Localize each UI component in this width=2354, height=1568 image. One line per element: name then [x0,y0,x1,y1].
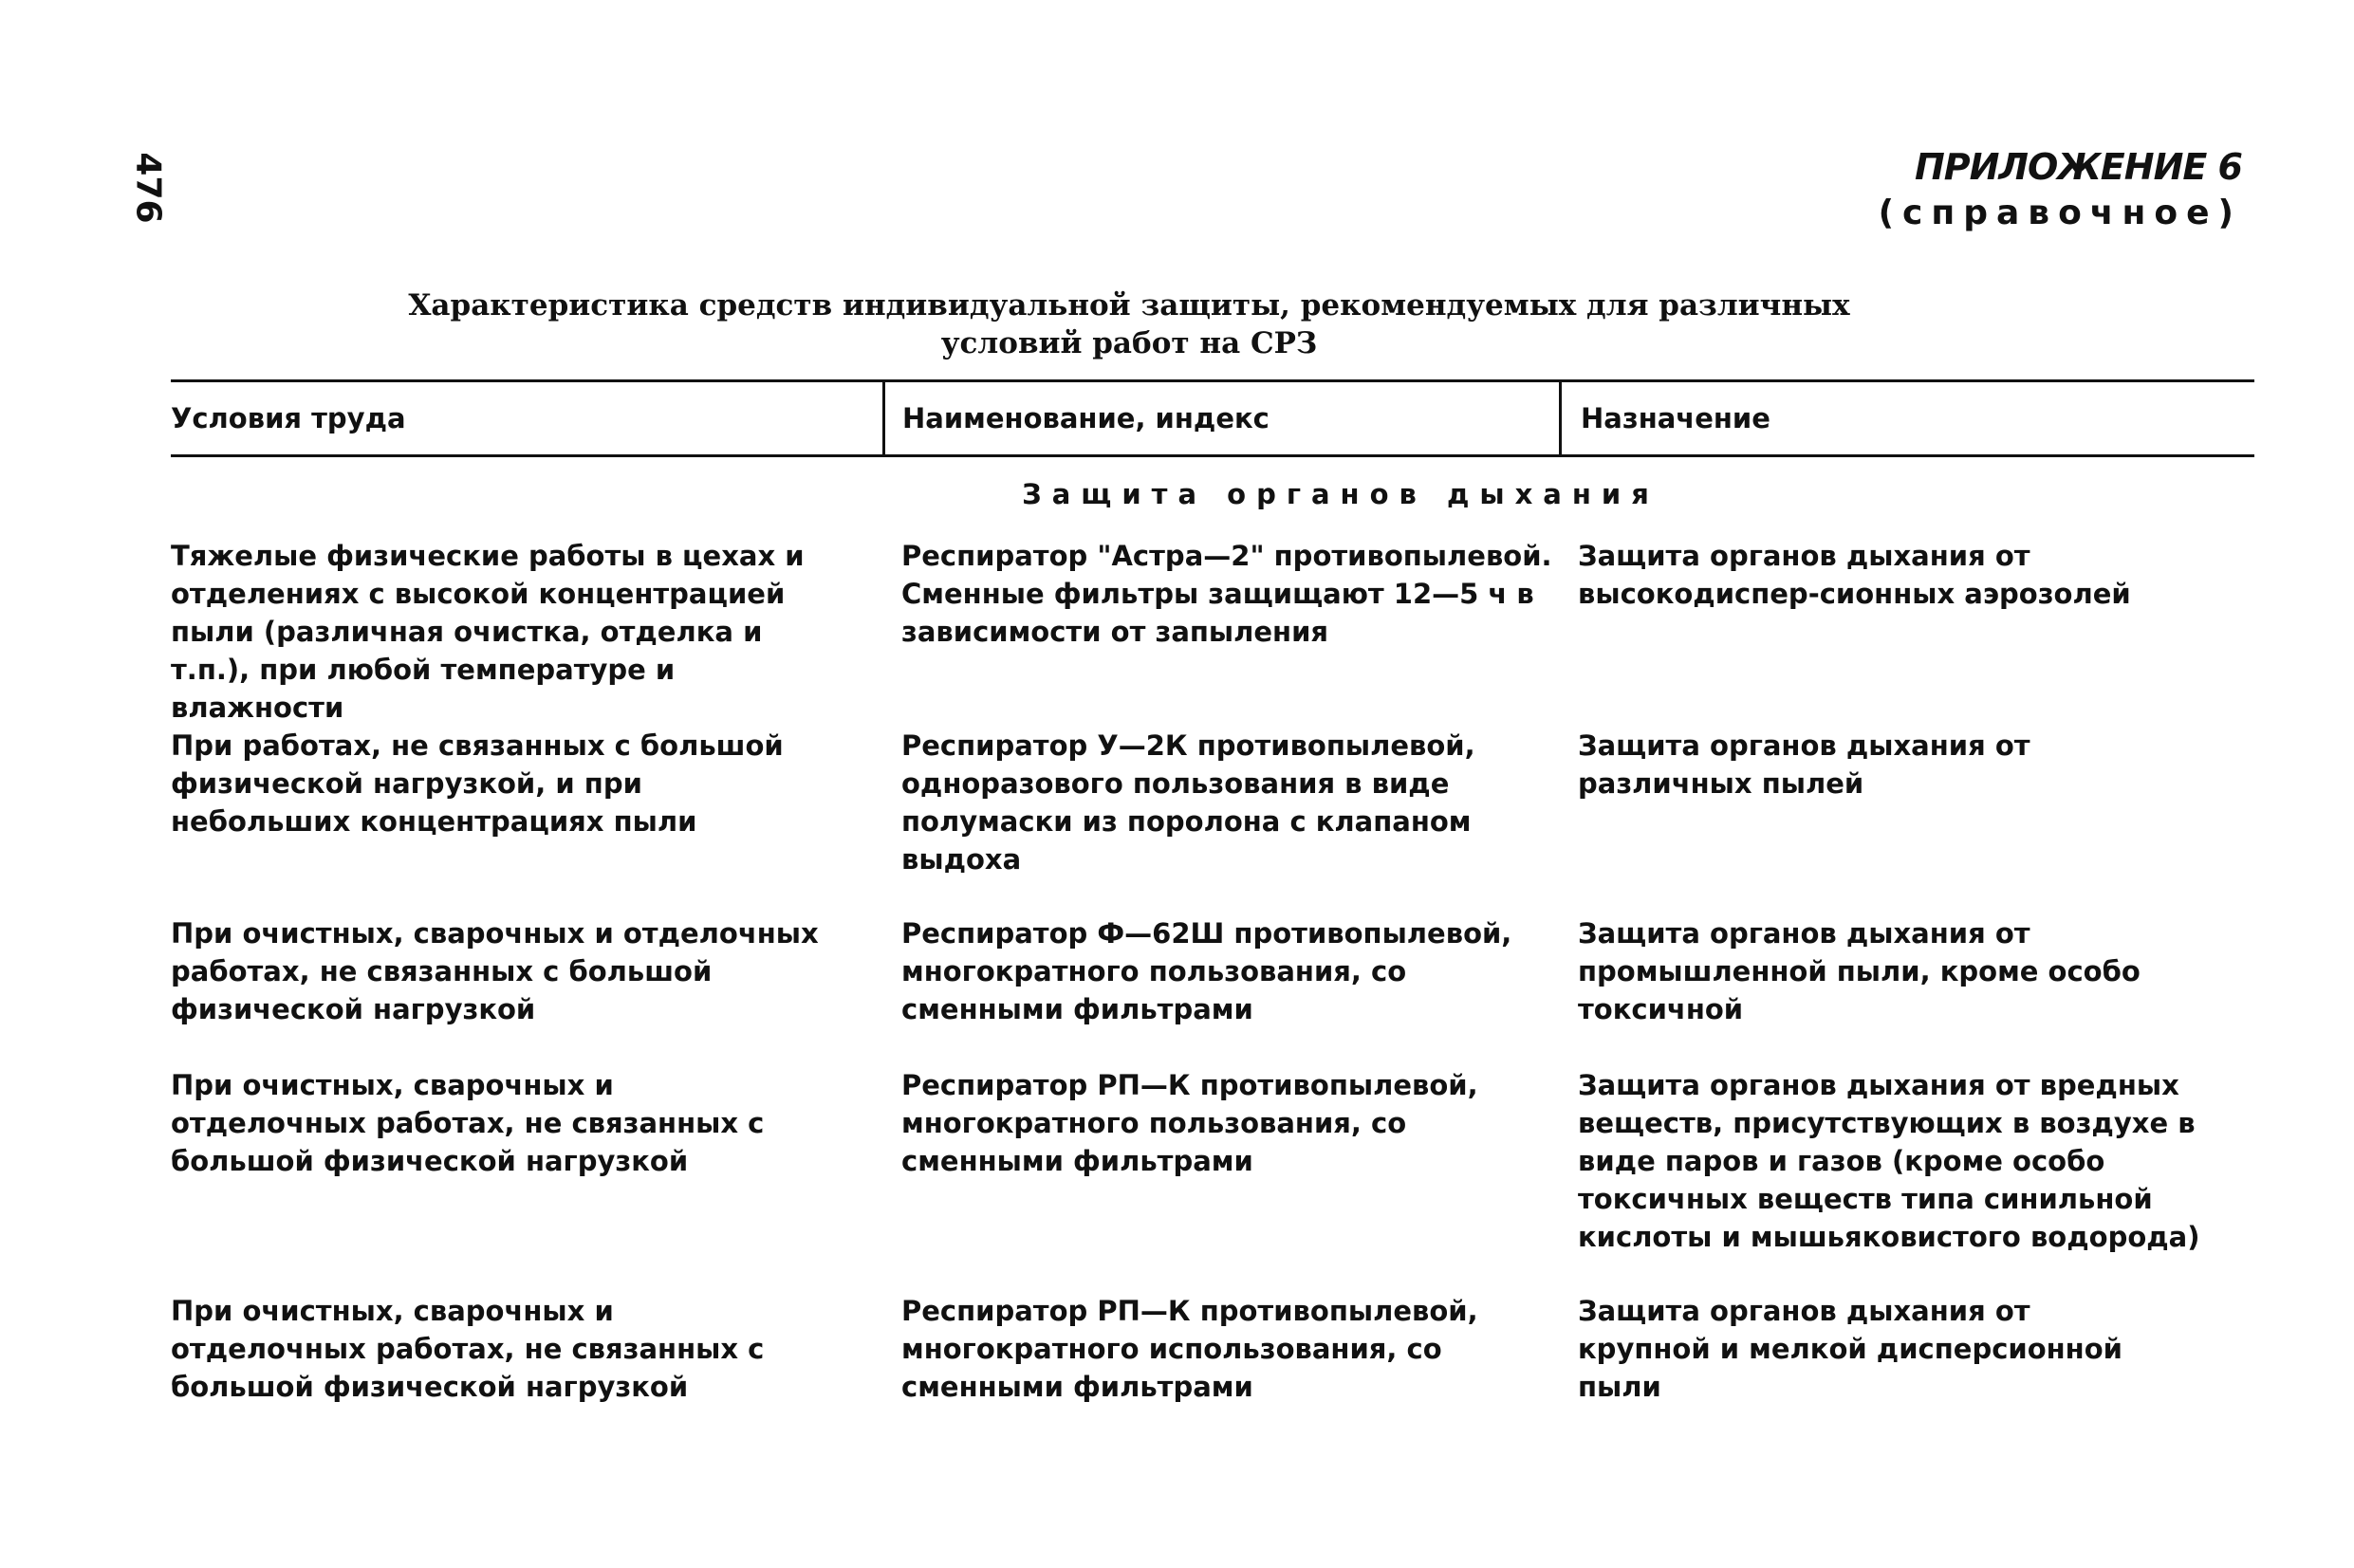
table-row [171,1292,2254,1415]
cell-purpose: Защита органов дыхания от вредных веществ, присутствующих в воздухе в виде паров и газов (кроме особо токсичных веществ типа синильной кислоты и мышьяковистого водорода) [1578,1069,2200,1253]
appendix-title: ПРИЛОЖЕНИЕ 6 [1914,146,2242,188]
cell-name: Респиратор Ф—62Ш противопылевой, многократного пользования, со сменными фильтрами [901,917,1512,1025]
cell-purpose: Защита органов дыхания от промышленной пыли, кроме особо токсичной [1578,917,2141,1025]
table-row [171,914,2254,1066]
table-row [171,727,2254,914]
appendix-heading [1879,144,2242,237]
section-title: Защита органов дыхания [1022,478,1659,510]
cell-purpose: Защита органов дыхания от высокодиспер-сионных аэрозолей [1578,540,2131,610]
table-row [171,537,2254,727]
cell-conditions: Тяжелые физические работы в цехах и отделениях с высокой концентрацией пыли (различная очистка, отделка и т.п.), при любой температуре и влажности [171,540,805,724]
cell-purpose: Защита органов дыхания от различных пылей [1578,729,2030,800]
document-title [171,286,2087,362]
page-number: 476 [128,152,168,224]
ppe-table [171,379,2254,1415]
cell-conditions: При очистных, сварочных и отделочных работах, не связанных с большой физической нагрузкой [171,917,819,1025]
header-purpose: Назначение [1559,382,2254,454]
appendix-subtitle: (справочное) [1878,194,2242,232]
document-title-line-1: Характеристика средств индивидуальной защиты, рекомендуемых для различных [408,288,1850,323]
cell-purpose: Защита органов дыхания от крупной и мелкой дисперсионной пыли [1578,1295,2122,1403]
cell-name: Респиратор "Астра—2" противопылевой. Сменные фильтры защищают 12—5 ч в зависимости от запыления [901,540,1552,648]
cell-conditions: При очистных, сварочных и отделочных работах, не связанных с большой физической нагрузкой [171,1069,765,1177]
table-row [171,1066,2254,1292]
cell-name: Респиратор РП—К противопылевой, многократного использования, со сменными фильтрами [901,1295,1478,1403]
header-conditions: Условия труда [171,402,406,434]
cell-conditions: При очистных, сварочных и отделочных работах, не связанных с большой физической нагрузкой [171,1295,765,1403]
document-title-line-2: условий работ на СРЗ [940,326,1318,360]
table-header [171,382,2254,454]
cell-name: Респиратор У—2К противопылевой, одноразового пользования в виде полумаски из поролона с клапаном выдоха [901,729,1475,876]
cell-conditions: При работах, не связанных с большой физической нагрузкой, и при небольших концентрациях пыли [171,729,784,838]
header-name-index: Наименование, индекс [882,382,1559,454]
table-header-rule [171,454,2254,457]
cell-name: Респиратор РП—К противопылевой, многократного пользования, со сменными фильтрами [901,1069,1478,1177]
